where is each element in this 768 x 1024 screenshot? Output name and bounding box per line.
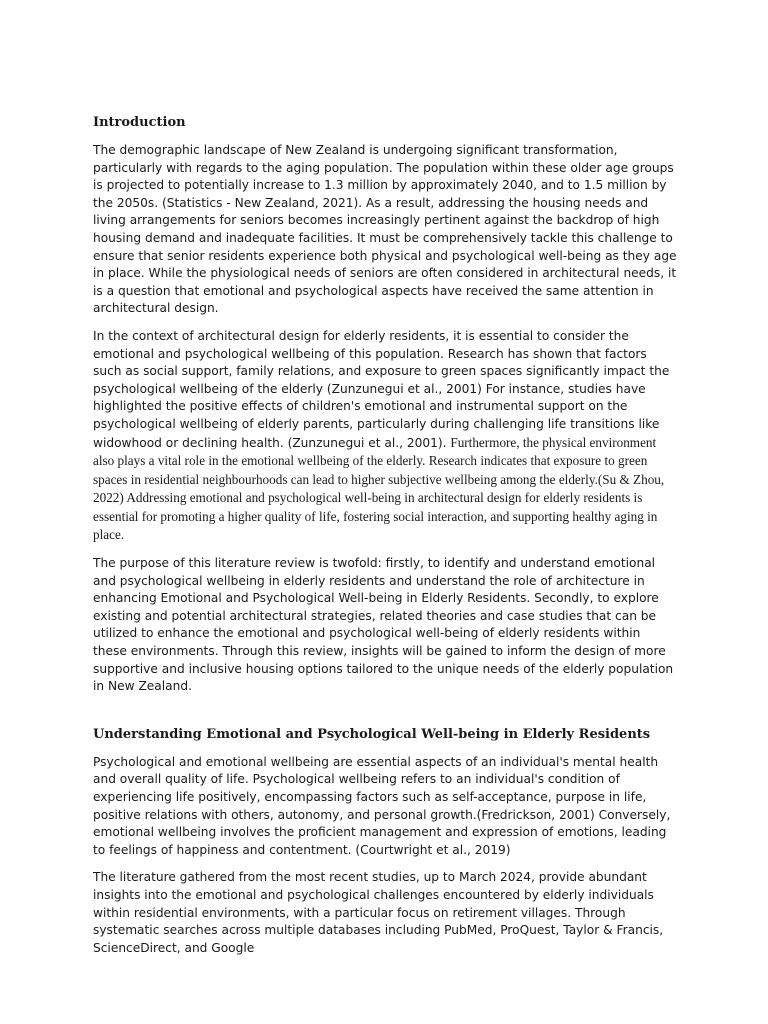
intro-paragraph-1: The demographic landscape of New Zealand is undergoing significant transformation, particularly with regards to the aging population. The population within these older age groups is projected to potentially increase to 1.3 million by approximately 2040, and to 1.5 million by the 2050s. (Statistics - New Zealand, 2021). As a result, addressing the housing needs and living arrangements for seniors becomes increasingly pertinent against the backdrop of high housing demand and inadequate facilities. It must be comprehensively tackle this challenge to ensure that senior residents experience both physical and psychological well-being as they age in place. While the physiological needs of seniors are often considered in architectural needs, it is a question that emotional and psychological aspects have received the same attention in architectural design.	[93, 143, 677, 316]
section-heading-understanding: Understanding Emotional and Psychological Well-being in Elderly Residents	[93, 726, 651, 742]
section-spacer	[93, 706, 677, 726]
section-heading-introduction: Introduction	[93, 115, 186, 130]
understanding-paragraph-2: The literature gathered from the most recent studies, up to March 2024, provide abundant insights into the emotional and psychological challenges encountered by elderly individuals within residential environments, with a particular focus on retirement villages. Through systematic searches across multiple databases including PubMed, ProQuest, Taylor & Francis, ScienceDirect, and Google	[93, 870, 664, 955]
document-body	[93, 114, 677, 967]
intro-paragraph-2	[93, 328, 677, 545]
understanding-paragraph-1: Psychological and emotional wellbeing are essential aspects of an individual's mental health and overall quality of life. Psychological wellbeing refers to an individual's condition of experiencing life positively, encompassing factors such as self-acceptance, purpose in life, positive relations with others, autonomy, and personal growth.(Fredrickson, 2001) Conversely, emotional wellbeing involves the proficient management and expression of emotions, leading to feelings of happiness and contentment. (Courtwright et al., 2019)	[93, 754, 671, 857]
intro-paragraph-2-part-b: Furthermore, the physical environment also plays a vital role in the emotional wellbeing of the elderly. Research indicates that exposure to green spaces in residential neighbourhoods can lead to higher subjective wellbeing among the elderly.	[93, 434, 657, 487]
intro-paragraph-2-part-a: In the context of architectural design for elderly residents, it is essential to consider the emotional and psychological wellbeing of this population. Research has shown that factors such as social support, family relations, and exposure to green spaces significantly impact the psychological wellbeing of the elderly (Zunzunegui et al., 2001) For instance, studies have highlighted the positive effects of children's emotional and instrumental support on the psychological wellbeing of elderly parents, particularly during challenging life transitions like widowhood or declining health. (Zunzunegui et al., 2001).	[93, 328, 670, 450]
intro-paragraph-3: The purpose of this literature review is twofold: firstly, to identify and understand emotional and psychological wellbeing in elderly residents and understand the role of architecture in enhancing Emotional and Psychological Well-being in Elderly Residents. Secondly, to explore existing and potential architectural strategies, related theories and case studies that can be utilized to enhance the emotional and psychological well-being of elderly residents within these environments. Through this review, insights will be gained to inform the design of more supportive and inclusive housing options tailored to the unique needs of the elderly population in New Zealand.	[93, 556, 674, 694]
intro-paragraph-2-part-c: (Su & Zhou, 2022) Addressing emotional and psychological well-being in architectural design for elderly residents is essential for promoting a higher quality of life, fostering social interaction, and supporting healthy aging in place.	[93, 471, 665, 543]
